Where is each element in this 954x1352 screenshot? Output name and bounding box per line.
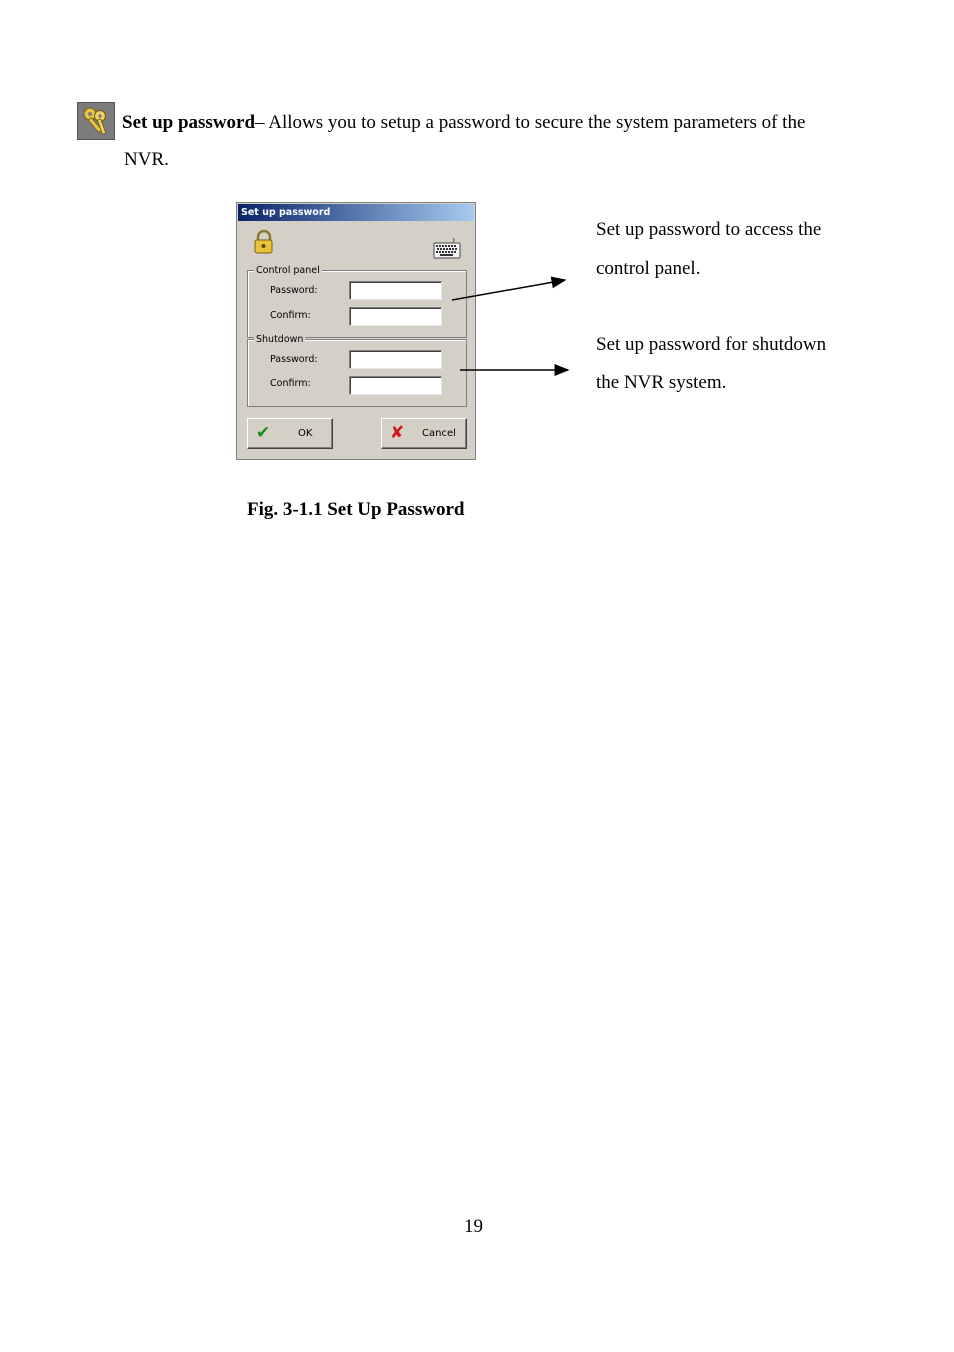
- shutdown-legend: Shutdown: [256, 334, 304, 345]
- cancel-button-label: Cancel: [422, 428, 456, 439]
- keyboard-icon[interactable]: [433, 236, 461, 260]
- shutdown-confirm-label: Confirm:: [270, 378, 311, 389]
- control-panel-legend: Control panel: [256, 265, 320, 276]
- intro-line-1: [122, 113, 805, 132]
- page-number: 19: [464, 1216, 483, 1237]
- dialog-title-bar: Set up password: [238, 204, 474, 221]
- shutdown-password-input[interactable]: [349, 350, 442, 369]
- control-password-input[interactable]: [349, 281, 442, 300]
- control-confirm-label: Confirm:: [270, 310, 311, 321]
- padlock-icon: [253, 229, 275, 255]
- ok-button[interactable]: [247, 418, 333, 449]
- red-x-icon: ✘: [390, 423, 405, 443]
- control-confirm-input[interactable]: [349, 307, 442, 326]
- checkmark-icon: ✔: [256, 423, 271, 443]
- note-shutdown-line-1: Set up password for shutdown: [596, 334, 827, 355]
- cancel-button[interactable]: [381, 418, 467, 449]
- note-control-line-1: Set up password to access the: [596, 219, 822, 240]
- ok-button-label: OK: [298, 428, 313, 439]
- annotation-arrows: [440, 270, 580, 380]
- intro-line-2: NVR.: [124, 149, 169, 170]
- arrow-control-panel: [452, 280, 565, 300]
- shutdown-password-label: Password:: [270, 354, 318, 365]
- control-password-label: Password:: [270, 285, 318, 296]
- intro-term: Set up password: [122, 112, 256, 133]
- intro-description: – Allows you to setup a password to secure the system parameters of the: [255, 112, 806, 133]
- figure-caption: Fig. 3-1.1 Set Up Password: [247, 499, 465, 520]
- note-shutdown-line-2: the NVR system.: [596, 372, 727, 393]
- note-control-line-2: control panel.: [596, 258, 701, 279]
- shutdown-confirm-input[interactable]: [349, 376, 442, 395]
- keys-icon: [77, 102, 115, 140]
